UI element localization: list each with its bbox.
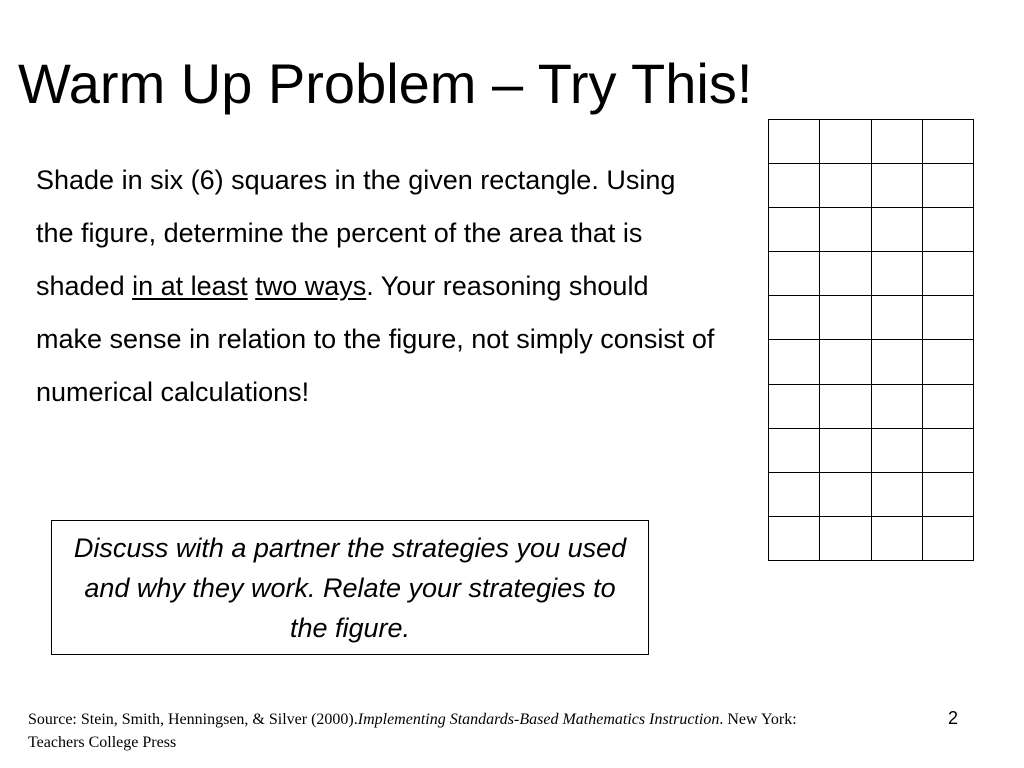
grid-cell	[820, 164, 871, 208]
grid-cell	[923, 517, 974, 561]
grid-cell	[769, 120, 820, 164]
grid-cell	[820, 120, 871, 164]
grid-cell	[769, 340, 820, 384]
grid-cell	[820, 385, 871, 429]
grid-cell	[769, 164, 820, 208]
grid-cell	[923, 473, 974, 517]
grid-cell	[923, 208, 974, 252]
grid-cell	[872, 385, 923, 429]
grid-cell	[769, 208, 820, 252]
discuss-callout-text: Discuss with a partner the strategies you used and why they work. Relate your strategies to the figure.	[73, 532, 627, 643]
instructions-paragraph	[36, 154, 716, 419]
instructions-text-part2: . Your reasoning should make sense in relation to the figure, not simply consist of numerical calculations!	[36, 271, 715, 407]
grid-cell	[820, 517, 871, 561]
grid-cell	[820, 340, 871, 384]
grid-cell	[872, 120, 923, 164]
grid-cell	[923, 164, 974, 208]
grid-cell	[872, 429, 923, 473]
grid-cell	[769, 473, 820, 517]
grid-cell	[820, 429, 871, 473]
grid-cell	[769, 385, 820, 429]
source-prefix: Source: Stein, Smith, Henningsen, & Silver (2000).	[28, 711, 358, 728]
grid-cell	[820, 473, 871, 517]
grid-cell	[923, 120, 974, 164]
grid-cell	[769, 429, 820, 473]
slide-number: 2	[948, 708, 959, 728]
grid-cell	[769, 252, 820, 296]
instructions-text-part1: Shade in six (6) squares in the given rectangle. Using the figure, determine the percent of the area that is shaded	[36, 165, 676, 301]
source-book-title: Implementing Standards-Based Mathematics Instruction	[357, 711, 720, 728]
source-suffix: . New York: Teachers College Press	[28, 711, 797, 751]
grid-cell	[820, 208, 871, 252]
grid-cell	[872, 473, 923, 517]
grid-cell	[872, 340, 923, 384]
grid-cell	[820, 252, 871, 296]
grid-cell	[923, 252, 974, 296]
grid-cell	[923, 340, 974, 384]
source-citation	[28, 708, 828, 754]
grid-cell	[923, 296, 974, 340]
grid-cell	[923, 429, 974, 473]
grid-cell	[872, 517, 923, 561]
grid-cell	[769, 296, 820, 340]
grid-cell	[872, 164, 923, 208]
slide-title: Warm Up Problem – Try This!	[18, 52, 753, 115]
underlined-phrase-two-ways: two ways	[255, 271, 367, 301]
grid-cell	[769, 517, 820, 561]
grid-cell	[820, 296, 871, 340]
grid-cell	[872, 252, 923, 296]
grid-cell	[923, 385, 974, 429]
underlined-phrase-in-at-least: in at least	[132, 271, 248, 301]
discuss-callout-box	[51, 520, 649, 655]
grid-cell	[872, 296, 923, 340]
rectangle-grid	[768, 119, 974, 561]
grid-cell	[872, 208, 923, 252]
